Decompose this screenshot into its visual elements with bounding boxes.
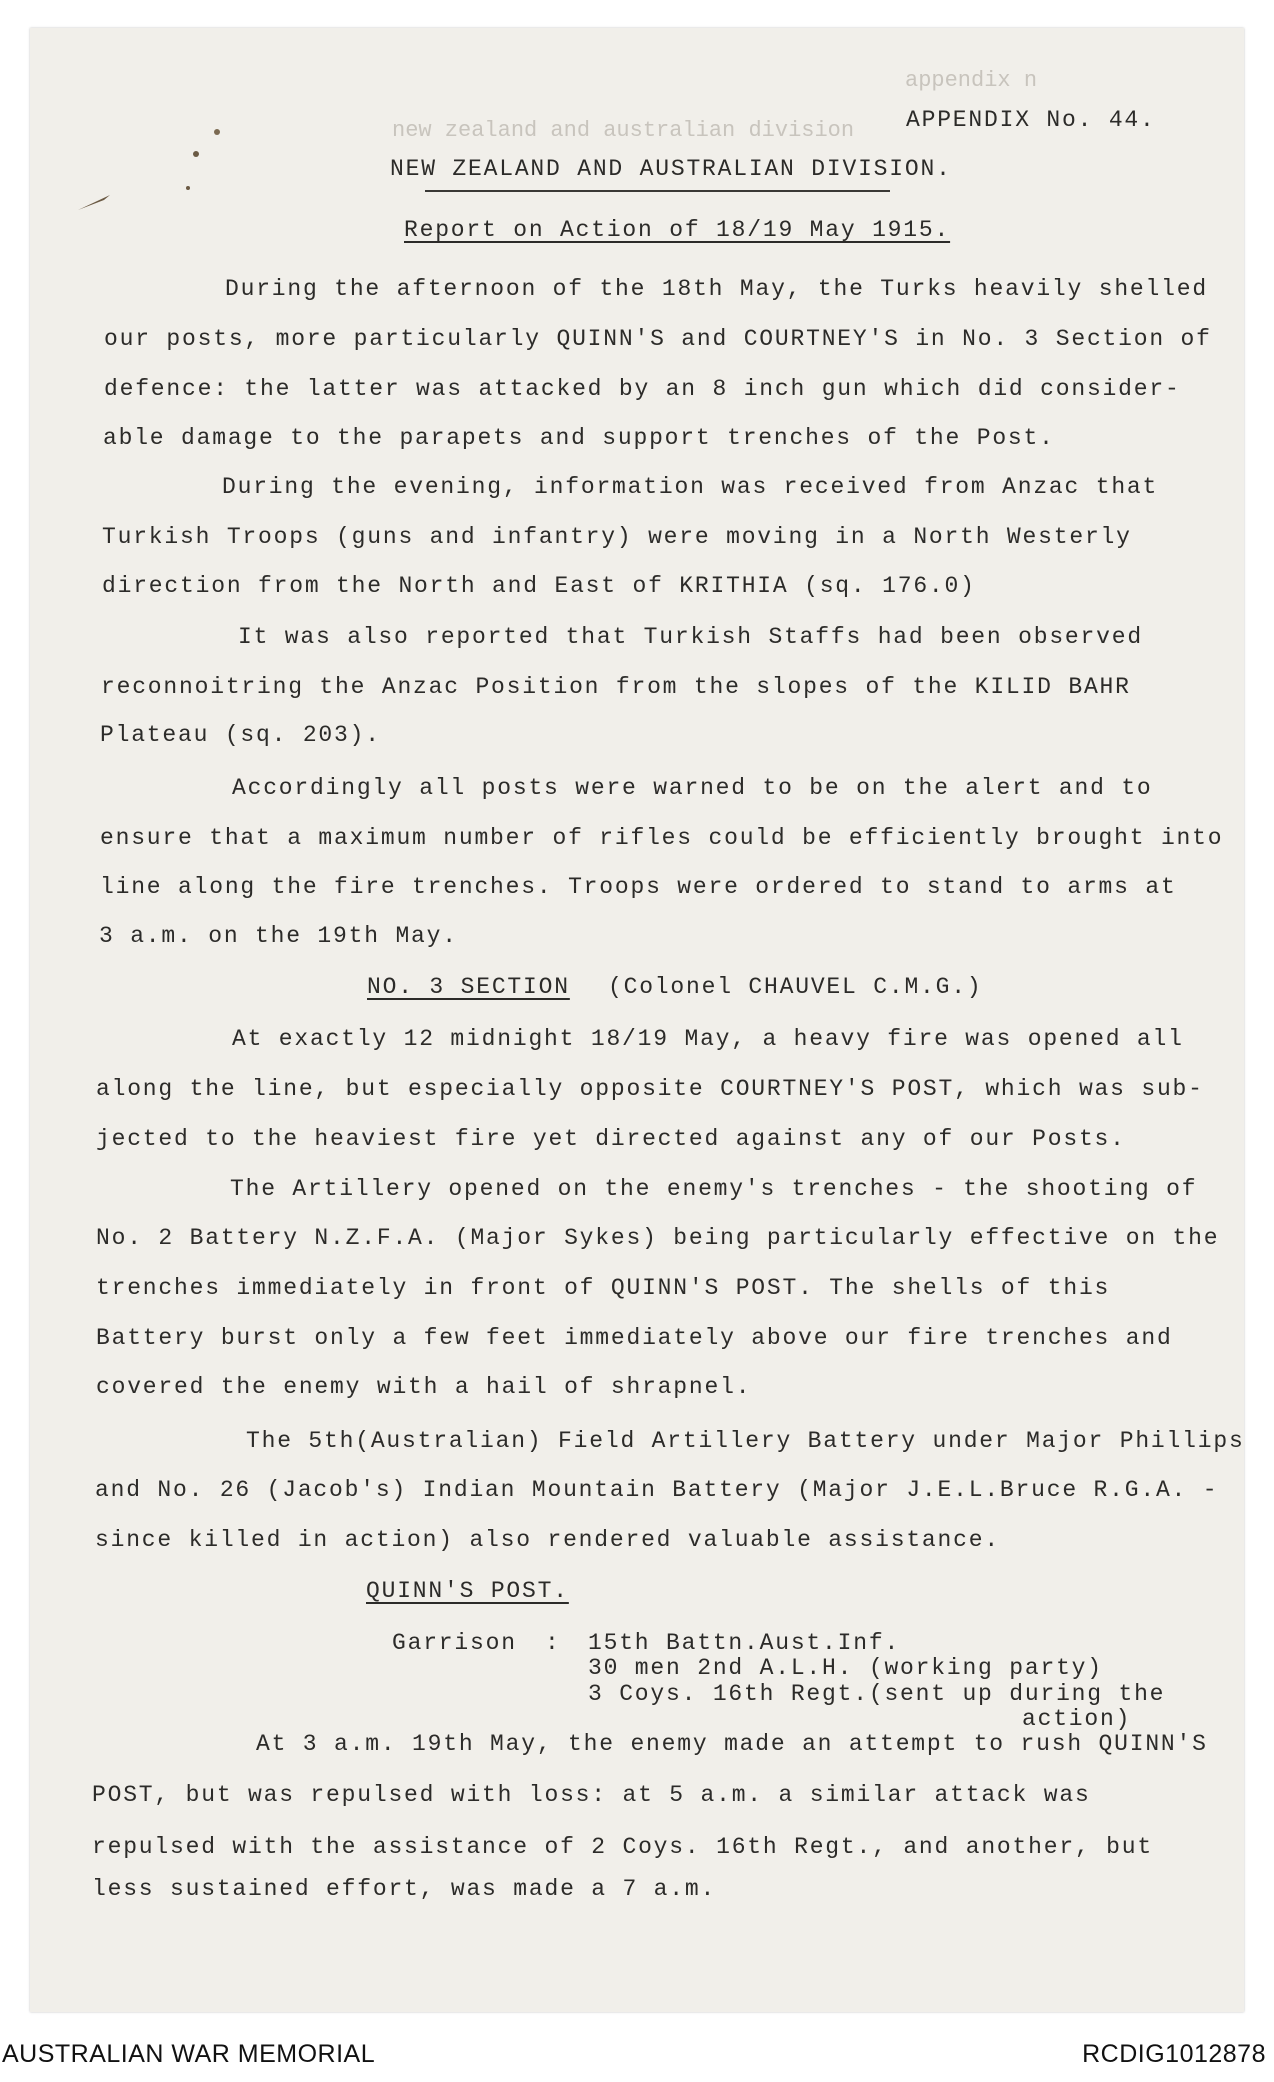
- body-line: direction from the North and East of KRITHIA (sq. 176.0): [102, 573, 976, 599]
- body-line: At exactly 12 midnight 18/19 May, a heavy fire was opened all: [232, 1026, 1184, 1052]
- body-line: At 3 a.m. 19th May, the enemy made an attempt to rush QUINN'S: [256, 1731, 1208, 1757]
- garrison-line: action): [1022, 1706, 1132, 1732]
- garrison-line: 15th Battn.Aust.Inf.: [588, 1630, 901, 1656]
- post-heading: QUINN'S POST.: [366, 1578, 569, 1604]
- title-rule: [425, 190, 890, 192]
- garrison-line: 3 Coys. 16th Regt.(sent up during the: [588, 1681, 1166, 1707]
- body-line: Plateau (sq. 203).: [100, 722, 381, 748]
- body-line: since killed in action) also rendered valuable assistance.: [95, 1527, 1000, 1553]
- faint-heading: new zealand and australian division: [392, 118, 855, 143]
- body-line: It was also reported that Turkish Staffs had been observed: [238, 624, 1143, 650]
- section-heading: NO. 3 SECTION: [367, 974, 570, 1000]
- body-line: trenches immediately in front of QUINN'S POST. The shells of this: [96, 1275, 1111, 1301]
- body-line: defence: the latter was attacked by an 8 inch gun which did consider-: [104, 376, 1181, 402]
- body-line: along the line, but especially opposite COURTNEY'S POST, which was sub-: [96, 1076, 1204, 1102]
- body-line: Accordingly all posts were warned to be on the alert and to: [232, 775, 1153, 801]
- document-title: NEW ZEALAND AND AUSTRALIAN DIVISION.: [390, 156, 952, 182]
- garrison-colon: :: [545, 1630, 561, 1656]
- body-line: Battery burst only a few feet immediately above our fire trenches and: [96, 1325, 1173, 1351]
- body-line: Turkish Troops (guns and infantry) were moving in a North Westerly: [102, 524, 1132, 550]
- body-line: able damage to the parapets and support trenches of the Post.: [103, 425, 1055, 451]
- report-subtitle: Report on Action of 18/19 May 1915.: [404, 217, 951, 243]
- appendix-label: APPENDIX No. 44.: [906, 107, 1156, 133]
- body-line: our posts, more particularly QUINN'S and COURTNEY'S in No. 3 Section of: [104, 326, 1212, 352]
- body-line: jected to the heaviest fire yet directed against any of our Posts.: [96, 1126, 1126, 1152]
- footer-credit: AUSTRALIAN WAR MEMORIAL: [2, 2040, 376, 2068]
- body-line: covered the enemy with a hail of shrapnel.: [96, 1374, 752, 1400]
- section-commander: (Colonel CHAUVEL C.M.G.): [608, 974, 983, 1000]
- body-line: The Artillery opened on the enemy's trenches - the shooting of: [230, 1176, 1198, 1202]
- ink-marks: [70, 120, 250, 230]
- body-line: less sustained effort, was made a 7 a.m.: [92, 1876, 717, 1902]
- garrison-line: 30 men 2nd A.L.H. (working party): [588, 1655, 1103, 1681]
- faint-annotation: appendix n: [905, 68, 1038, 93]
- body-line: reconnoitring the Anzac Position from the slopes of the KILID BAHR: [101, 674, 1131, 700]
- body-line: No. 2 Battery N.Z.F.A. (Major Sykes) being particularly effective on the: [96, 1225, 1220, 1251]
- body-line: ensure that a maximum number of rifles could be efficiently brought into: [100, 825, 1224, 851]
- body-line: repulsed with the assistance of 2 Coys. 16th Regt., and another, but: [92, 1834, 1153, 1860]
- garrison-label: Garrison: [392, 1630, 517, 1656]
- body-line: During the evening, information was received from Anzac that: [222, 474, 1159, 500]
- body-line: line along the fire trenches. Troops were ordered to stand to arms at: [100, 874, 1177, 900]
- body-line: During the afternoon of the 18th May, the Turks heavily shelled: [225, 276, 1208, 302]
- body-line: POST, but was repulsed with loss: at 5 a.m. a similar attack was: [92, 1782, 1091, 1808]
- body-line: 3 a.m. on the 19th May.: [99, 923, 458, 949]
- body-line: and No. 26 (Jacob's) Indian Mountain Battery (Major J.E.L.Bruce R.G.A. -: [95, 1477, 1219, 1503]
- footer-id: RCDIG1012878: [1082, 2040, 1266, 2068]
- body-line: The 5th(Australian) Field Artillery Battery under Major Phillips: [246, 1428, 1245, 1454]
